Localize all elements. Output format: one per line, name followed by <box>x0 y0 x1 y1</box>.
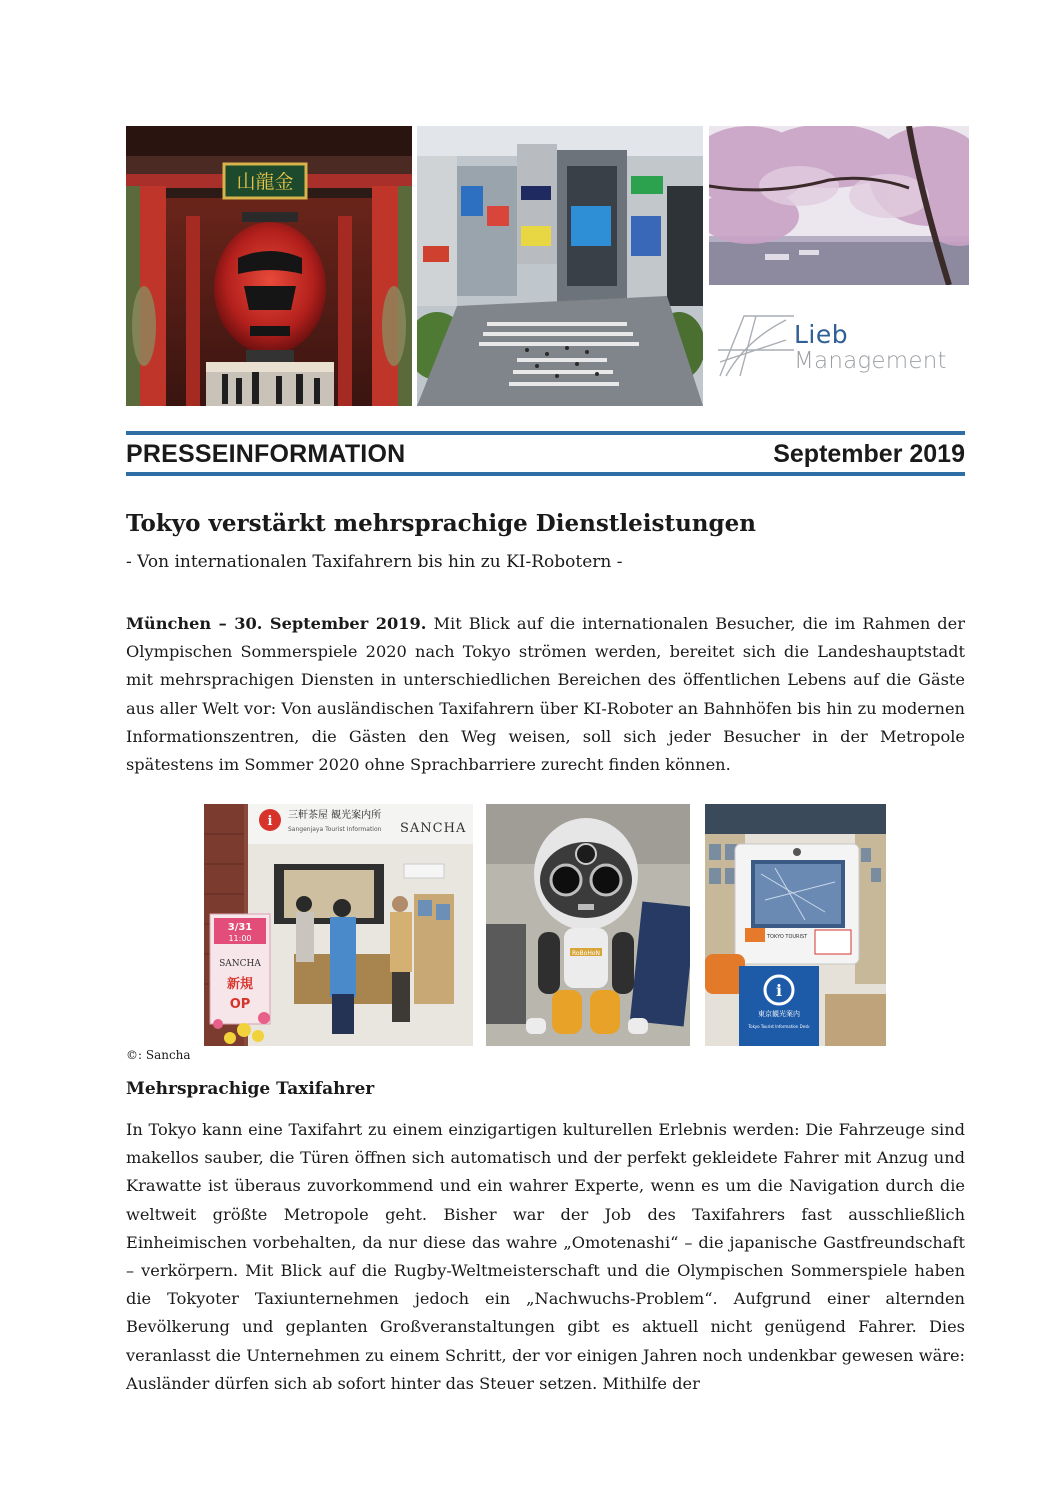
svg-text:i: i <box>267 814 273 829</box>
cherry-blossom-photo <box>709 126 969 285</box>
banner-rule-bottom <box>126 472 965 476</box>
gate-sign-text: 山龍金 <box>236 171 294 193</box>
article-title: Tokyo verstärkt mehrsprachige Dienstleistungen <box>126 510 756 537</box>
press-label: PRESSEINFORMATION <box>126 440 406 468</box>
lieb-management-logo <box>716 310 966 380</box>
poster-time: 11:00 <box>228 934 252 943</box>
robohon-robot-photo <box>486 804 690 1046</box>
tourist-information-photo <box>204 804 473 1046</box>
banner-rule-top <box>126 431 965 435</box>
temple-gate-photo <box>126 126 412 406</box>
poster-open: OP <box>229 997 251 1012</box>
poster-new: 新規 <box>226 977 254 992</box>
press-date: September 2019 <box>773 440 965 468</box>
shibuya-crossing-photo <box>417 126 703 406</box>
logo-text-management: Management <box>794 348 947 374</box>
info-sign-brand: SANCHA <box>400 821 467 836</box>
poster-date: 3/31 <box>227 922 253 933</box>
svg-text:i: i <box>775 981 783 1000</box>
kiosk-sign-jp: 東京観光案内 <box>758 1010 800 1018</box>
robot-badge: RoBoHoN <box>571 950 601 957</box>
tourist-kiosk-photo <box>705 804 886 1046</box>
kiosk-label: TOKYO TOURIST <box>767 934 808 940</box>
logo-text-lieb: Lieb <box>794 320 849 349</box>
info-sign-en: Sangenjaya Tourist Information <box>288 826 382 833</box>
article-subtitle: - Von internationalen Taxifahrern bis hin zu KI-Robotern - <box>126 552 623 572</box>
info-sign-jp: 三軒茶屋 観光案内所 <box>288 810 382 821</box>
intro-text: Mit Blick auf die internationalen Besucher, die im Rahmen der Olympischen Sommerspiele 2020 nach Tokyo strömen werden, bereitet sich die Landeshauptstadt mit mehrsprachigen Diensten in unterschiedlichen Bereichen des öffentlichen Lebens auf die Gäste aus aller Welt vor: Von ausländischen Taxifahrern über KI-Roboter an Bahnhöfen bis hin zu modernen Informationszentren, die Gästen den Weg weisen, soll sich jeder Besucher in der Metropole spätestens im Sommer 2020 ohne Sprachbarriere zurecht finden können. <box>126 614 965 775</box>
kiosk-sign-en: Tokyo Tourist Information Desk <box>748 1024 810 1029</box>
poster-brand: SANCHA <box>219 959 261 969</box>
photo-credit: ©: Sancha <box>126 1048 191 1062</box>
section-paragraph: In Tokyo kann eine Taxifahrt zu einem einzigartigen kulturellen Erlebnis werden: Die Fahrzeuge sind makellos sauber, die Türen öffnen sich automatisch und der perfekt gekleidete Fahrer mit Anzug und Krawatte ist überaus zuvorkommend und ein wahrer Experte, wenn es um die Navigation durch die weltweit größte Metropole geht. Bisher war der Job des Taxifahrers fast ausschließlich Einheimischen vorbehalten, da nur diese das wahre „Omotenashi“ – die japanische Gastfreundschaft – verkörpern. Mit Blick auf die Rugby-Weltmeisterschaft und die Olympischen Sommerspiele haben die Tokyoter Taxiunternehmen jedoch ein „Nachwuchs-Problem“. Aufgrund einer alternden Bevölkerung und geplanten Großveranstaltungen gibt es aktuell nicht genügend Fahrer. Dies veranlasst die Unternehmen zu einem Schritt, der vor einigen Jahren noch undenkbar gewesen wäre: Ausländer dürfen sich ab sofort hinter das Steuer setzen. Mithilfe der <box>126 1120 965 1393</box>
intro-paragraph <box>126 610 965 779</box>
section-heading: Mehrsprachige Taxifahrer <box>126 1079 375 1099</box>
dateline: München – 30. September 2019. <box>126 614 427 633</box>
